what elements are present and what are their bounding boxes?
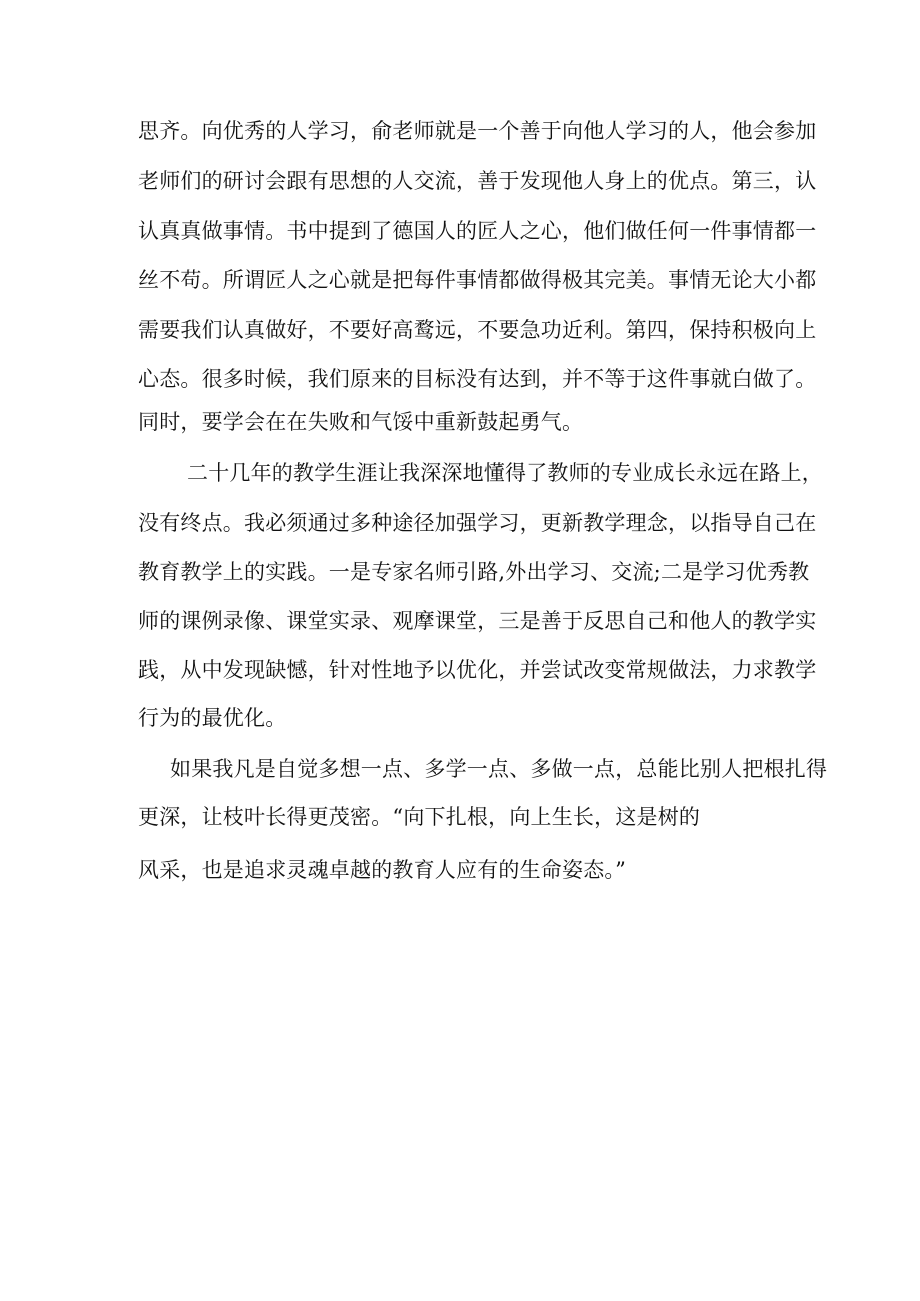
paragraph-1-line-7: 同时，要学会在在失败和气馁中重新鼓起勇气。 [138, 410, 584, 434]
paragraph-2-line-6: 行为的最优化。 [138, 706, 287, 730]
paragraph-2-line-2: 没有终点。我必须通过多种途径加强学习，更新教学理念，以指导自己在 [138, 511, 817, 535]
paragraph-2-line-1: 二十几年的教学生涯让我深深地懂得了教师的专业成长永远在路上， [187, 461, 823, 485]
paragraph-1-line-5: 需要我们认真做好，不要好高鹜远，不要急功近利。第四，保持积极向上 [138, 318, 817, 342]
paragraph-3-line-3: 风采，也是追求灵魂卓越的教育人应有的生命姿态。” [138, 858, 627, 882]
paragraph-2-line-5: 践，从中发现缺憾，针对性地予以优化，并尝试改变常规做法，力求教学 [138, 658, 817, 682]
paragraph-1-line-4: 丝不苟。所谓匠人之心就是把每件事情都做得极其完美。事情无论大小都 [138, 268, 817, 292]
paragraph-1-line-2: 老师们的研讨会跟有思想的人交流，善于发现他人身上的优点。第三，认 [138, 169, 817, 193]
paragraph-3-line-1: 如果我凡是自觉多想一点、多学一点、多做一点，总能比别人把根扎得 [170, 757, 828, 781]
paragraph-1-line-3: 认真真做事情。书中提到了德国人的匠人之心，他们做任何一件事情都一 [138, 219, 817, 243]
paragraph-2-line-3: 教育教学上的实践。一是专家名师引路,外出学习、交流;二是学习优秀教 [138, 560, 810, 584]
paragraph-2-line-4: 师的课例录像、课堂实录、观摩课堂，三是善于反思自己和他人的教学实 [138, 609, 817, 633]
paragraph-1-line-6: 心态。很多时候，我们原来的目标没有达到，并不等于这件事就白做了。 [138, 367, 817, 391]
paragraph-1-line-1: 思齐。向优秀的人学习，俞老师就是一个善于向他人学习的人，他会参加 [138, 119, 817, 143]
paragraph-3-line-2: 更深，让枝叶长得更茂密。“向下扎根，向上生长，这是树的 [138, 805, 701, 829]
